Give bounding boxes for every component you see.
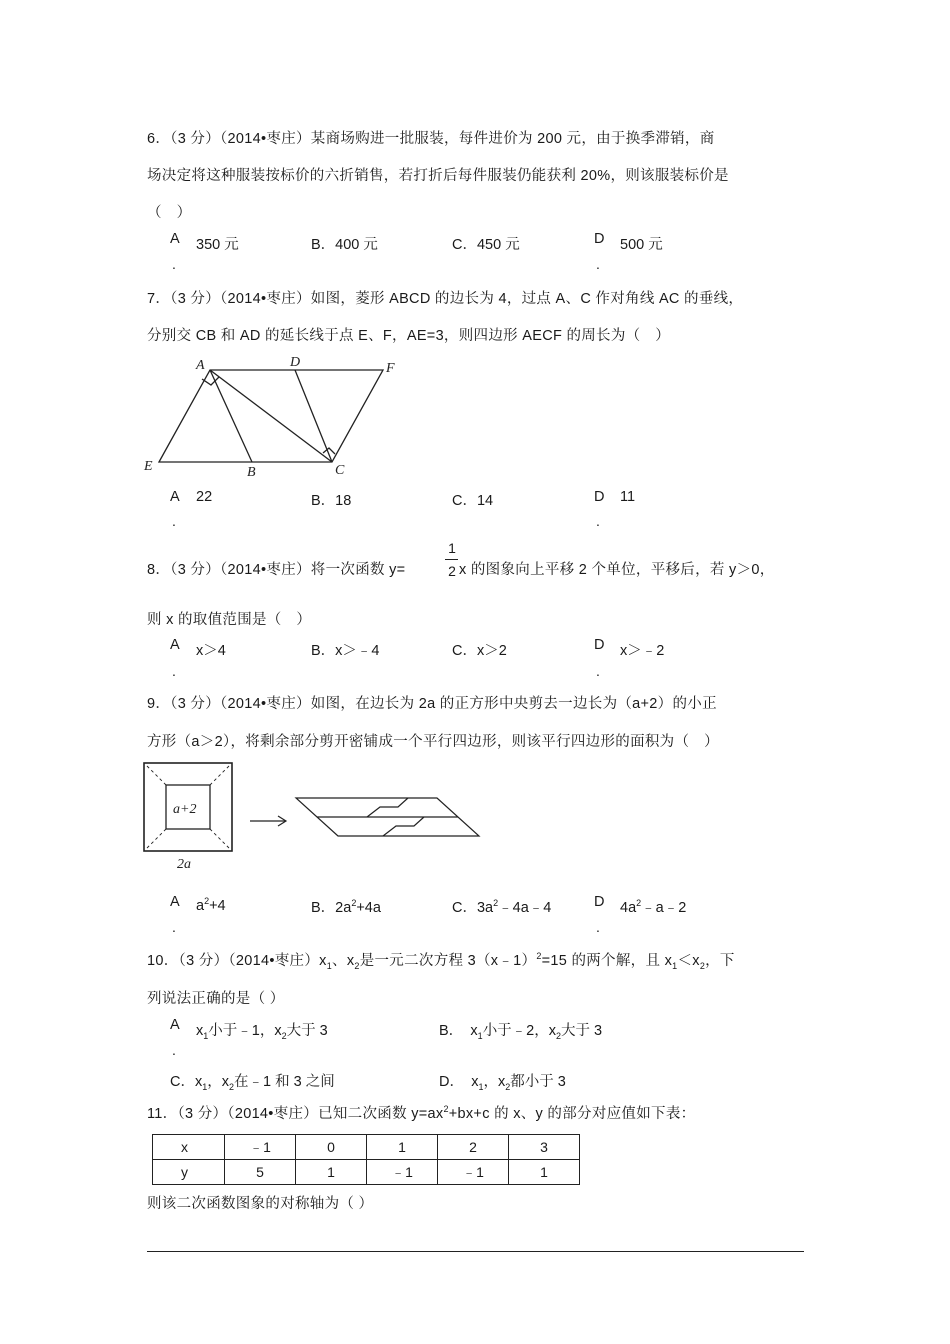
- table-cell: ﹣1: [367, 1160, 438, 1185]
- q9-option-d-letter: D: [594, 894, 605, 910]
- q9-option-b: B．$2a^2+4a$: [311, 898, 381, 916]
- label-a: A: [196, 358, 205, 373]
- q7-line2: 分别交 CB 和 AD 的延长线于点 E、F，AE=3，则四边形 AECF 的周长为（ ）: [147, 328, 671, 344]
- label-b: B: [247, 465, 256, 480]
- q6-option-d-dot: .: [596, 256, 600, 272]
- q8-option-d-letter: D: [594, 637, 605, 653]
- q8-option-a-dot: .: [172, 663, 176, 679]
- table-header-y: y: [153, 1160, 225, 1185]
- label-d: D: [290, 355, 301, 370]
- q8-option-b: B．x＞﹣4: [311, 643, 380, 659]
- table-cell: 0: [296, 1135, 367, 1160]
- q8-option-c: C．x＞2: [452, 643, 507, 659]
- q6-option-a: 350 元: [196, 237, 239, 253]
- page-footer-rule: [147, 1251, 804, 1252]
- q11-line2: 则该二次函数图象的对称轴为（ ）: [147, 1196, 374, 1212]
- q8-fraction-denominator: 2: [448, 563, 456, 579]
- q9-square-figure: [140, 760, 485, 872]
- q10-line2: 列说法正确的是（ ）: [147, 991, 285, 1007]
- q10-option-d: D． $x_1$，$x_2$都小于 3: [439, 1074, 566, 1092]
- q8-option-d: x＞﹣2: [620, 643, 665, 659]
- label-a-plus-2: a+2: [173, 802, 197, 817]
- parallelogram-tiling: [296, 798, 479, 836]
- q8-option-a: x＞4: [196, 643, 226, 659]
- table-cell: 3: [509, 1135, 580, 1160]
- label-e: E: [144, 459, 153, 474]
- q6-option-c: C．450 元: [452, 237, 520, 253]
- q6-option-b: B．400 元: [311, 237, 378, 253]
- label-f: F: [386, 361, 395, 376]
- q7-line1: 7．（3 分）（2014•枣庄）如图，菱形 ABCD 的边长为 4，过点 A、C 作对角线 AC 的垂线，: [147, 291, 744, 307]
- q7-option-d-dot: .: [596, 513, 600, 529]
- q8-fraction-numerator: 1: [448, 540, 456, 556]
- q9-line2: 方形（a＞2），将剩余部分剪开密铺成一个平行四边形，则该平行四边形的面积为（ ）: [147, 734, 719, 750]
- q10-option-a: $x_1$小于﹣1，$x_2$大于 3: [196, 1023, 328, 1041]
- table-header-x: x: [153, 1135, 225, 1160]
- label-2a: 2a: [177, 857, 191, 872]
- q10-line1: 10．（3 分）（2014•枣庄）$x_1$、$x_2$是一元二次方程 3（x﹣1）$^2$=15 的两个解，且 $x_1<x_2$，下: [147, 951, 735, 971]
- q7-option-d-letter: D: [594, 489, 605, 505]
- q7-option-a: 22: [196, 489, 213, 505]
- q7-option-a-dot: .: [172, 513, 176, 529]
- q6-option-d-letter: D: [594, 231, 605, 247]
- q10-option-b: B． $x_1$小于﹣2，$x_2$大于 3: [439, 1023, 603, 1041]
- table-row: [153, 1160, 580, 1185]
- q8-option-a-letter: A: [170, 637, 180, 653]
- q6-option-a-dot: .: [172, 256, 176, 272]
- q10-option-a-letter: A: [170, 1017, 180, 1033]
- q9-option-d: $4a^2﹣a﹣2$: [620, 898, 687, 916]
- q11-value-table: [152, 1134, 580, 1185]
- q7-option-d: 11: [620, 489, 636, 505]
- table-cell: 1: [296, 1160, 367, 1185]
- q6-option-a-letter: A: [170, 231, 180, 247]
- q7-rhombus-figure: [140, 350, 402, 480]
- q9-option-a-dot: .: [172, 919, 176, 935]
- q6-line1: 6．（3 分）（2014•枣庄）某商场购进一批服装，每件进价为 200 元，由于换季滞销，商: [147, 131, 715, 147]
- table-cell: 2: [438, 1135, 509, 1160]
- q6-line2: 场决定将这种服装按标价的六折销售，若打折后每件服装仍能获利 20%，则该服装标价是: [147, 168, 729, 184]
- table-cell: 1: [509, 1160, 580, 1185]
- table-row: [153, 1135, 580, 1160]
- q9-option-a: $a^2+4$: [196, 896, 226, 914]
- q8-option-d-dot: .: [596, 663, 600, 679]
- q6-option-d: 500 元: [620, 237, 663, 253]
- q9-option-c: C．$3a^2﹣4a﹣4$: [452, 898, 552, 916]
- q9-option-a-letter: A: [170, 894, 180, 910]
- q8-fraction-bar: [445, 559, 458, 560]
- table-cell: 5: [225, 1160, 296, 1185]
- q7-option-c: C．14: [452, 493, 494, 509]
- q10-option-c: C．$x_1$，$x_2$在﹣1 和 3 之间: [170, 1074, 335, 1092]
- q7-option-b: B．18: [311, 493, 352, 509]
- table-cell: ﹣1: [225, 1135, 296, 1160]
- q6-line3: （ ）: [147, 205, 192, 221]
- q9-line1: 9．（3 分）（2014•枣庄）如图，在边长为 2a 的正方形中央剪去一边长为（a+2）的小正: [147, 696, 717, 712]
- label-c: C: [335, 463, 345, 478]
- q7-option-a-letter: A: [170, 489, 180, 505]
- q10-option-a-dot: .: [172, 1042, 176, 1058]
- segment-ab: [210, 370, 252, 462]
- q8-line1-prefix: 8．（3 分）（2014•枣庄）将一次函数 y=: [147, 562, 406, 578]
- table-cell: 1: [367, 1135, 438, 1160]
- table-cell: ﹣1: [438, 1160, 509, 1185]
- q11-line1: 11．（3 分）（2014•枣庄）已知二次函数 $y=ax^2+bx+c$ 的 x、y 的部分对应值如下表：: [147, 1104, 696, 1122]
- q8-line2: 则 x 的取值范围是（ ）: [147, 612, 312, 628]
- q9-option-d-dot: .: [596, 919, 600, 935]
- q8-line1-suffix: x 的图象向上平移 2 个单位，平移后，若 y＞0，: [459, 562, 775, 578]
